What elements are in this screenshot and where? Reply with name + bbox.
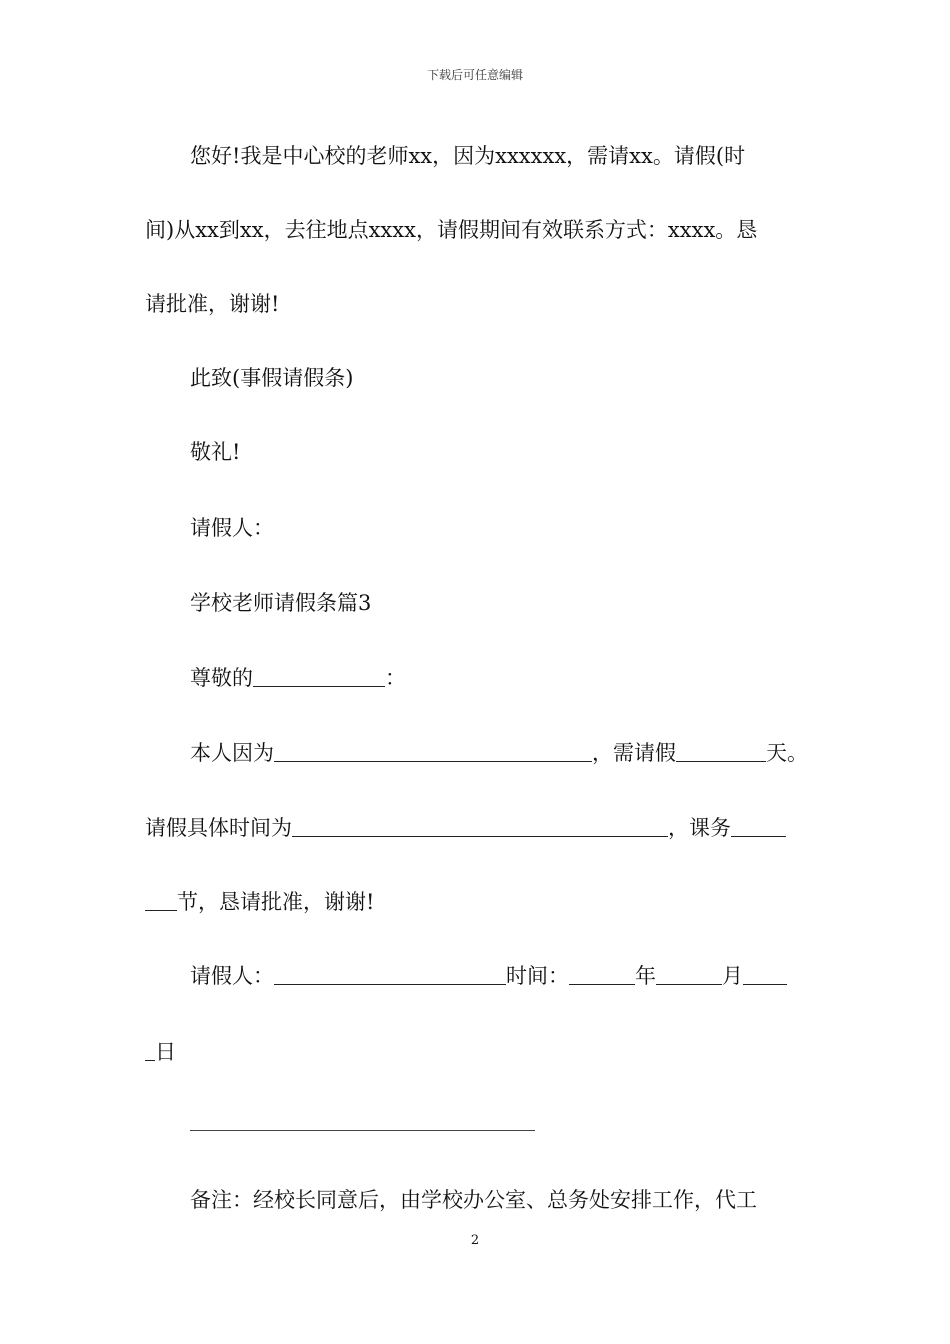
reason-end: 天。 [766, 741, 808, 765]
signer-blank [274, 964, 506, 985]
classes-line [145, 886, 950, 916]
paragraph-line-2: 间)从xx到xx，去往地点xxxx，请假期间有效联系方式：xxxx。恳 [145, 218, 758, 242]
page-header-note: 下载后可任意编辑 [426, 68, 523, 82]
day-blank [743, 964, 787, 985]
salute-line: 敬礼! [190, 440, 241, 464]
section-title: 学校老师请假条篇3 [190, 591, 372, 615]
reason-mid: ，需请假 [592, 741, 676, 765]
time-blank [292, 816, 668, 837]
year-label: 年 [635, 964, 656, 988]
time-mid: ，课务 [668, 816, 731, 840]
salutation-line [190, 662, 950, 692]
sign-label: 请假人： [190, 964, 274, 988]
remark-line: 备注：经校长同意后，由学校办公室、总务处安排工作，代工 [190, 1188, 757, 1212]
recipient-blank [253, 666, 385, 687]
days-blank [676, 741, 766, 762]
page-number: 2 [470, 1233, 480, 1248]
closing-line: 此致(事假请假条) [190, 366, 354, 390]
signature-line [190, 960, 950, 990]
divider-rule [190, 1130, 535, 1131]
day-line [145, 1036, 950, 1066]
paragraph-line-3: 请批准，谢谢! [145, 292, 280, 316]
time-prefix: 请假具体时间为 [145, 816, 292, 840]
month-blank [656, 964, 722, 985]
day-label: 日 [155, 1040, 176, 1064]
signer-line: 请假人： [190, 516, 274, 540]
reason-prefix: 本人因为 [190, 741, 274, 765]
classes-blank-cont [145, 890, 177, 911]
month-label: 月 [722, 964, 743, 988]
salutation-colon: ： [385, 666, 406, 690]
reason-line [190, 737, 950, 767]
time-line [145, 812, 950, 842]
classes-end: 节，恳请批准，谢谢! [177, 890, 375, 914]
salutation-text: 尊敬的 [190, 666, 253, 690]
reason-blank [274, 741, 592, 762]
sign-time-label: 时间： [506, 964, 569, 988]
classes-blank [731, 816, 786, 837]
paragraph-line-1: 您好!我是中心校的老师xx，因为xxxxxx，需请xx。请假(时 [190, 144, 746, 168]
day-blank-cont [145, 1040, 155, 1061]
year-blank [569, 964, 635, 985]
